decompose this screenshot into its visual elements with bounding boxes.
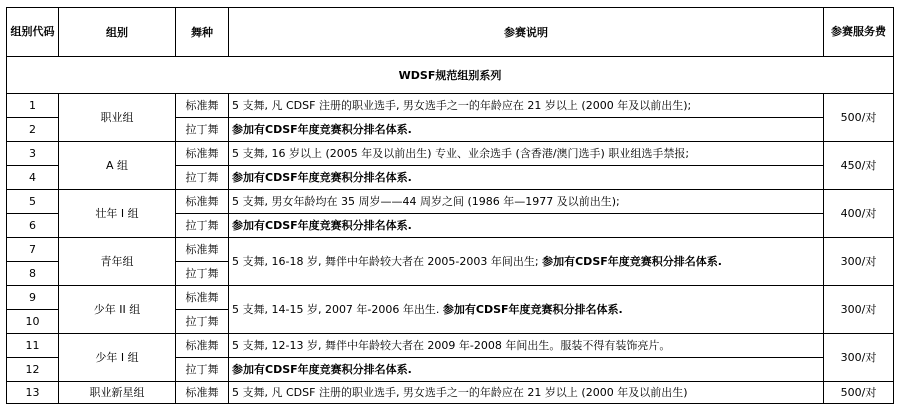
desc-cell: 5 支舞, 男女年龄均在 35 周岁——44 周岁之间 (1986 年—1977 及以前出生); [229, 190, 824, 214]
code-cell: 1 [7, 94, 59, 118]
table-row [7, 94, 894, 118]
table-row [7, 334, 894, 358]
dance-cell: 拉丁舞 [176, 118, 229, 142]
dance-cell: 标准舞 [176, 334, 229, 358]
table-header-row [7, 8, 894, 57]
desc-cell: 5 支舞, 12-13 岁, 舞伴中年龄较大者在 2009 年-2008 年间出生。服装不得有装饰亮片。 [229, 334, 824, 358]
dance-cell: 标准舞 [176, 190, 229, 214]
desc-cell: 5 支舞, 凡 CDSF 注册的职业选手, 男女选手之一的年龄应在 21 岁以上 (2000 年及以前出生) [229, 382, 824, 404]
group-cell: 少年 I 组 [59, 334, 176, 382]
dance-cell: 标准舞 [176, 382, 229, 404]
code-cell: 11 [7, 334, 59, 358]
desc-cell [229, 286, 824, 334]
code-cell: 13 [7, 382, 59, 404]
dance-cell: 拉丁舞 [176, 214, 229, 238]
group-cell: 少年 II 组 [59, 286, 176, 334]
dance-cell: 拉丁舞 [176, 310, 229, 334]
fee-cell: 300/对 [824, 334, 894, 382]
desc-cell: 参加有CDSF年度竞赛积分排名体系. [229, 214, 824, 238]
ranking-note: 参加有CDSF年度竞赛积分排名体系. [542, 255, 722, 268]
group-cell: A 组 [59, 142, 176, 190]
fee-cell: 450/对 [824, 142, 894, 190]
dance-cell: 标准舞 [176, 238, 229, 262]
ranking-note: 参加有CDSF年度竞赛积分排名体系. [442, 303, 623, 316]
code-cell: 5 [7, 190, 59, 214]
code-cell: 2 [7, 118, 59, 142]
table-row [7, 286, 894, 310]
header-code: 组别代码 [7, 8, 59, 57]
fee-cell: 500/对 [824, 382, 894, 404]
code-cell: 6 [7, 214, 59, 238]
table-row [7, 382, 894, 404]
group-cell: 职业新星组 [59, 382, 176, 404]
group-cell: 壮年 I 组 [59, 190, 176, 238]
dance-cell: 拉丁舞 [176, 166, 229, 190]
section-row [7, 57, 894, 94]
header-desc: 参赛说明 [229, 8, 824, 57]
desc-cell: 5 支舞, 凡 CDSF 注册的职业选手, 男女选手之一的年龄应在 21 岁以上 (2000 年及以前出生); [229, 94, 824, 118]
code-cell: 3 [7, 142, 59, 166]
desc-cell: 5 支舞, 16 岁以上 (2005 年及以前出生) 专业、业余选手 (含香港/澳门选手) 职业组选手禁报; [229, 142, 824, 166]
dance-cell: 标准舞 [176, 142, 229, 166]
desc-text: 5 支舞, 16-18 岁, 舞伴中年龄较大者在 2005-2003 年间出生; [232, 255, 539, 268]
section-title: WDSF规范组别系列 [7, 57, 894, 94]
fee-cell: 400/对 [824, 190, 894, 238]
code-cell: 8 [7, 262, 59, 286]
desc-text: 5 支舞, 14-15 岁, 2007 年-2006 年出生. [232, 303, 440, 316]
desc-cell [229, 238, 824, 286]
table-row [7, 238, 894, 262]
group-cell: 职业组 [59, 94, 176, 142]
fee-cell: 300/对 [824, 286, 894, 334]
dance-cell: 标准舞 [176, 94, 229, 118]
header-group: 组别 [59, 8, 176, 57]
code-cell: 10 [7, 310, 59, 334]
dance-cell: 标准舞 [176, 286, 229, 310]
header-dance: 舞种 [176, 8, 229, 57]
table-row [7, 190, 894, 214]
dance-cell: 拉丁舞 [176, 358, 229, 382]
table-row [7, 142, 894, 166]
code-cell: 4 [7, 166, 59, 190]
desc-cell: 参加有CDSF年度竞赛积分排名体系. [229, 166, 824, 190]
code-cell: 7 [7, 238, 59, 262]
code-cell: 9 [7, 286, 59, 310]
desc-cell: 参加有CDSF年度竞赛积分排名体系. [229, 358, 824, 382]
code-cell: 12 [7, 358, 59, 382]
desc-cell: 参加有CDSF年度竞赛积分排名体系. [229, 118, 824, 142]
fee-cell: 500/对 [824, 94, 894, 142]
header-fee: 参赛服务费 [824, 8, 894, 57]
fee-cell: 300/对 [824, 238, 894, 286]
registration-table [6, 7, 894, 404]
dance-cell: 拉丁舞 [176, 262, 229, 286]
group-cell: 青年组 [59, 238, 176, 286]
